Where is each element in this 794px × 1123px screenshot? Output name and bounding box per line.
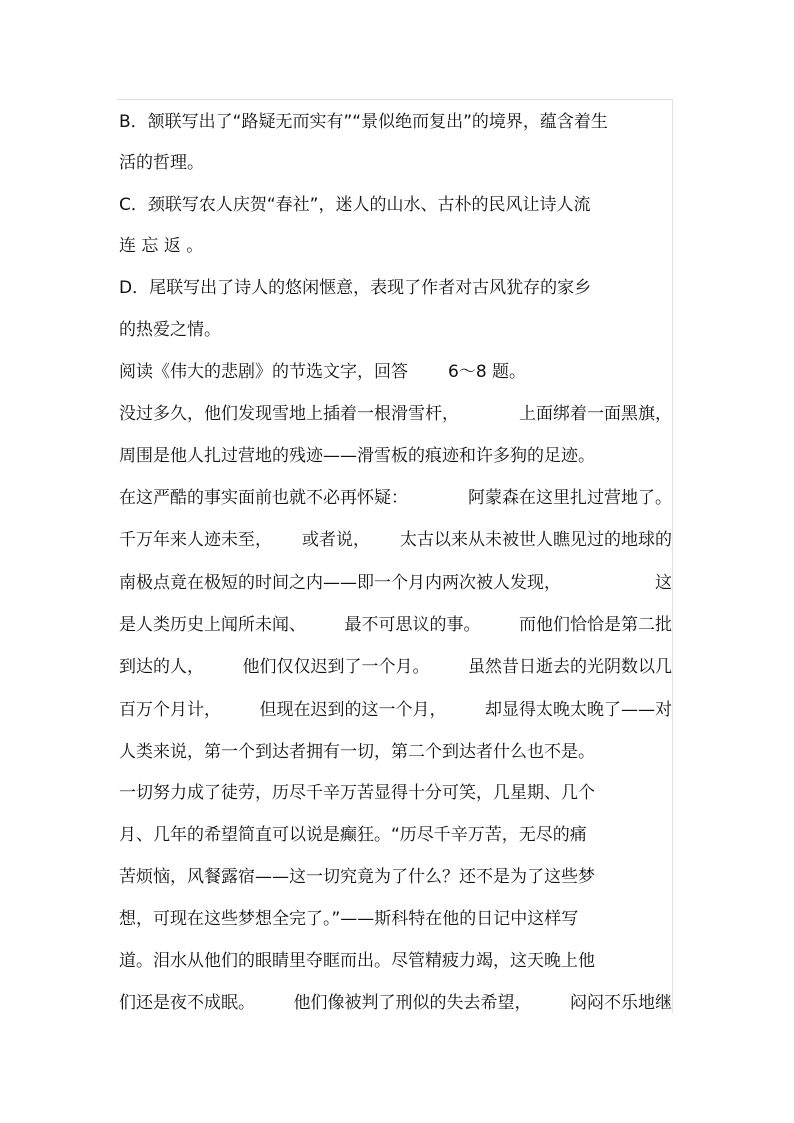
- passage-line: 月、几年的希望简直可以说是癫狂。“历尽千辛万苦，无尽的痛: [119, 825, 587, 845]
- passage-line: 们还是夜不成眠。 他们像被判了刑似的失去希望， 闷闷不乐地继: [119, 993, 672, 1013]
- option-b-line-2: 活的哲理。: [119, 153, 204, 173]
- passage-line: 南极点竟在极短的时间之内——即一个月内两次被人发现， 这: [119, 573, 672, 593]
- passage-line: 没过多久，他们发现雪地上插着一根滑雪杆， 上面绑着一面黑旗，: [119, 404, 672, 424]
- passage-line: 一切努力成了徒劳，历尽千辛万苦显得十分可笑，几星期、几个: [119, 783, 595, 803]
- option-d-line-2: 的热爱之情。: [119, 320, 221, 340]
- passage-line: 周围是他人扎过营地的残迹——滑雪板的痕迹和许多狗的足迹。: [119, 446, 595, 466]
- passage-line: 道。泪水从他们的眼睛里夺眶而出。尽管精疲力竭，这天晚上他: [119, 951, 595, 971]
- option-c-line-1: C．颈联写农人庆贺“春社”，迷人的山水、古朴的民风让诗人流: [119, 195, 591, 215]
- passage-line: 百万个月计， 但现在迟到的这一个月， 却显得太晚太晚了——对: [119, 700, 672, 720]
- option-d-line-1: D．尾联写出了诗人的悠闲惬意，表现了作者对古风犹存的家乡: [119, 278, 592, 298]
- passage-line: 千万年来人迹未至， 或者说， 太古以来从未被世人瞧见过的地球的: [119, 530, 672, 550]
- passage-line: 到达的人， 他们仅仅迟到了一个月。 虽然昔日逝去的光阴数以几: [119, 657, 672, 677]
- reading-instruction: 阅读《伟大的悲剧》的节选文字，回答 6～8 题。: [119, 362, 527, 382]
- option-c-line-2: 连 忘 返 。: [119, 236, 204, 256]
- option-b-line-1: B．颔联写出了“路疑无而实有”“景似绝而复出”的境界，蕴含着生: [119, 112, 608, 132]
- passage-line: 是人类历史上闻所未闻、 最不可思议的事。 而他们恰恰是第二批: [119, 615, 672, 635]
- passage-line: 想，可现在这些梦想全完了。”——斯科特在他的日记中这样写: [119, 909, 579, 929]
- passage-line: 在这严酷的事实面前也就不必再怀疑： 阿蒙森在这里扎过营地了。: [119, 488, 672, 508]
- passage-line: 苦烦恼，风餐露宿——这一切究竟为了什么？还不是为了这些梦: [119, 867, 595, 887]
- passage-line: 人类来说，第一个到达者拥有一切，第二个到达者什么也不是。: [119, 742, 595, 762]
